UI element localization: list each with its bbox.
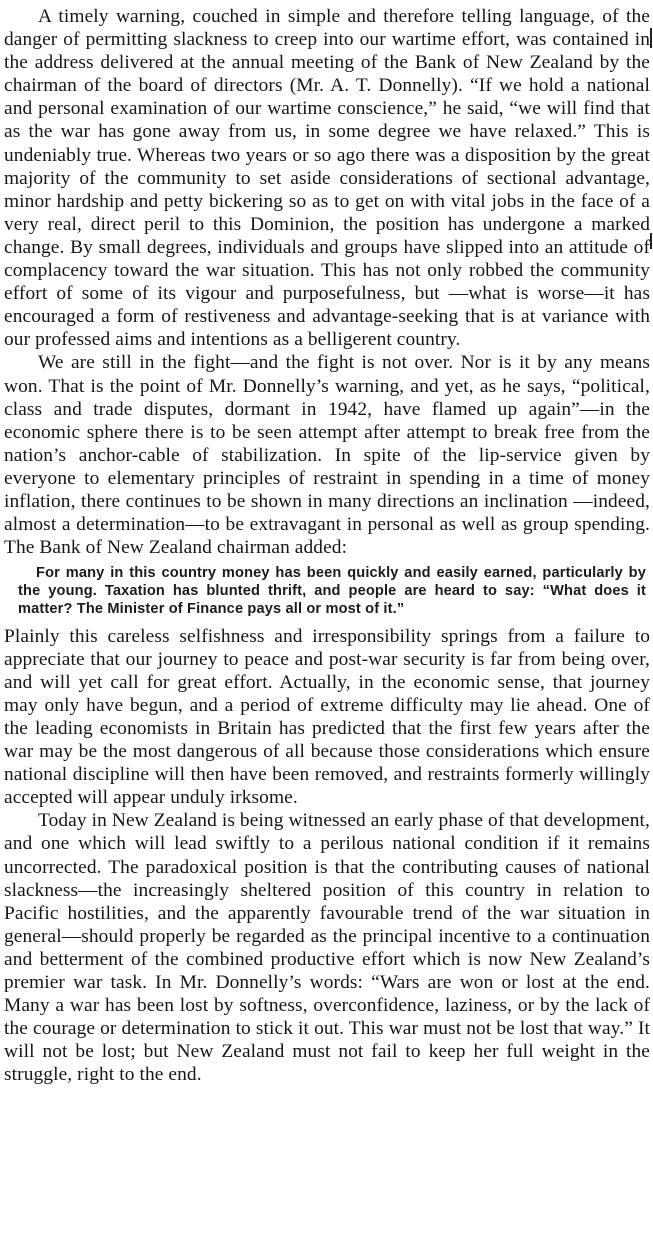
- column-rule-mark: [650, 28, 652, 48]
- column-rule-mark: [650, 233, 652, 249]
- editorial-column: [4, 5, 650, 1087]
- block-quote: For many in this country money has been quickly and easily earned, particularly by the young. Taxation has blunted thrift, and people are heard to say: “What does it matter? The Minister of Finance pays all or most of it.”: [18, 565, 646, 617]
- paragraph-3: Plainly this careless selfishness and irresponsibility springs from a failure to appreciate that our journey to peace and post-war security is far from being over, and will yet call for great effort. Actually, in the economic sense, that journey may only have begun, and a period of extreme difficulty may lie ahead. One of the leading economists in Britain has predicted that the first few years after the war may be the most dangerous of all because those considerations which ensure national discipline will then have been removed, and restraints formerly willingly accepted will appear unduly irksome.: [4, 625, 650, 809]
- paragraph-2: We are still in the fight—and the fight is not over. Nor is it by any means won. That is the point of Mr. Donnelly’s warning, and yet, as he says, “political, class and trade disputes, dormant in 1942, have flamed up again”—in the economic sphere there is to be seen attempt after attempt to break free from the nation’s anchor-cable of stabilization. In spite of the lip-service given by everyone to elementary principles of restraint in spending in a time of money inflation, there continues to be shown in many directions an inclination —indeed, almost a determination—to be extravagant in personal as well as group spending. The Bank of New Zealand chairman added:: [4, 352, 650, 559]
- paragraph-1: A timely warning, couched in simple and therefore telling language, of the danger of permitting slackness to creep into our wartime effort, was contained in the address delivered at the annual meeting of the Bank of New Zealand by the chairman of the board of directors (Mr. A. T. Donnelly). “If we hold a national and personal examination of our wartime conscience,” he said, “we will find that as the war has gone away from us, in some degree we have relaxed.” This is undeniably true. Whereas two years or so ago there was a disposition by the great majority of the community to set aside considerations of sectional advantage, minor hardship and petty bickering so as to get on with vital jobs in the face of a very real, direct peril to this Dominion, the position has undergone a marked change. By small degrees, individuals and groups have slipped into an attitude of complacency toward the war situation. This has not only robbed the community effort of some of its vigour and purposefulness, but —what is worse—it has encouraged a form of restiveness and advantage-seeking that is at variance with our professed aims and intentions as a belligerent country.: [4, 6, 650, 351]
- paragraph-4: Today in New Zealand is being witnessed an early phase of that development, and one which will lead swiftly to a perilous national condition if it remains uncorrected. The paradoxical position is that the contributing causes of national slackness—the increasingly sheltered position of this country in relation to Pacific hostilities, and the apparently favourable trend of the war situation in general—should properly be regarded as the principal incentive to a continuation and betterment of the combined productive effort which is now New Zealand’s premier war task. In Mr. Donnelly’s words: “Wars are won or lost at the end. Many a war has been lost by softness, overconfidence, laziness, or by the lack of the courage or determination to stick it out. This war must not be lost that way.” It will not be lost; but New Zealand must not fail to keep her full weight in the struggle, right to the end.: [4, 810, 650, 1086]
